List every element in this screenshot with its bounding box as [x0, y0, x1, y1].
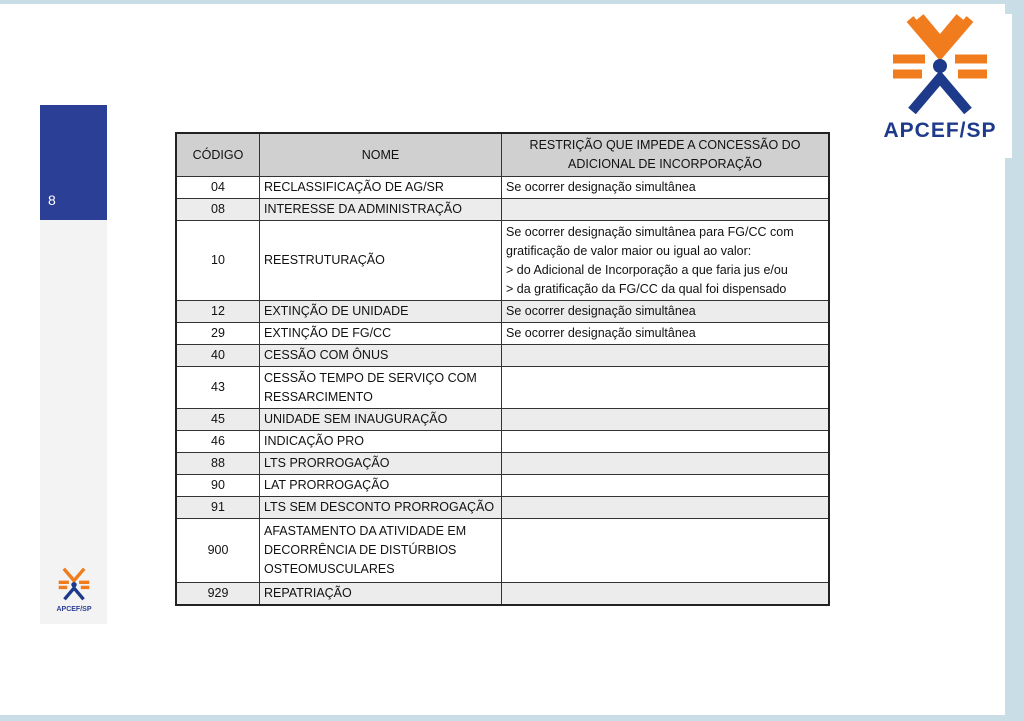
cell-name: CESSÃO COM ÔNUS: [260, 345, 502, 367]
cell-name: CESSÃO TEMPO DE SERVIÇO COM RESSARCIMENTO: [260, 367, 502, 409]
cell-code: 12: [176, 301, 260, 323]
cell-code: 929: [176, 583, 260, 606]
cell-restriction: [502, 345, 830, 367]
table-row: [176, 199, 829, 221]
cell-name: EXTINÇÃO DE FG/CC: [260, 323, 502, 345]
table-row: [176, 409, 829, 431]
table-row: [176, 367, 829, 409]
small-logo-text: APCEF/SP: [56, 606, 92, 613]
table-row: [176, 301, 829, 323]
cell-code: 45: [176, 409, 260, 431]
cell-name: UNIDADE SEM INAUGURAÇÃO: [260, 409, 502, 431]
cell-restriction: [502, 409, 830, 431]
cell-restriction: Se ocorrer designação simultânea: [502, 301, 830, 323]
cell-restriction: [502, 475, 830, 497]
header-code: CÓDIGO: [176, 133, 260, 177]
cell-restriction: [502, 367, 830, 409]
table-row: [176, 475, 829, 497]
cell-code: 08: [176, 199, 260, 221]
header-name: NOME: [260, 133, 502, 177]
brand-logo: [868, 14, 1012, 158]
table-row: [176, 323, 829, 345]
slide: [0, 4, 1005, 715]
cell-name: LAT PRORROGAÇÃO: [260, 475, 502, 497]
cell-name: RECLASSIFICAÇÃO DE AG/SR: [260, 177, 502, 199]
cell-name: REESTRUTURAÇÃO: [260, 221, 502, 301]
table-row: [176, 221, 829, 301]
cell-name: INTERESSE DA ADMINISTRAÇÃO: [260, 199, 502, 221]
small-logo: [48, 567, 100, 613]
cell-code: 90: [176, 475, 260, 497]
table-row: [176, 177, 829, 199]
cell-restriction: [502, 519, 830, 583]
codes-table: [175, 132, 830, 606]
table-row: [176, 519, 829, 583]
brand-logo-text: APCEF/SP: [883, 119, 997, 142]
side-strip: [40, 220, 107, 624]
cell-name: LTS SEM DESCONTO PRORROGAÇÃO: [260, 497, 502, 519]
table-row: [176, 431, 829, 453]
cell-name: AFASTAMENTO DA ATIVIDADE EM DECORRÊNCIA DE DISTÚRBIOS OSTEOMUSCULARES: [260, 519, 502, 583]
cell-restriction: [502, 583, 830, 606]
cell-code: 88: [176, 453, 260, 475]
cell-code: 29: [176, 323, 260, 345]
table-row: [176, 345, 829, 367]
cell-code: 04: [176, 177, 260, 199]
apcef-logo-icon: [56, 567, 92, 601]
cell-code: 43: [176, 367, 260, 409]
cell-name: INDICAÇÃO PRO: [260, 431, 502, 453]
apcef-logo-icon: [885, 14, 995, 114]
cell-code: 900: [176, 519, 260, 583]
cell-restriction: Se ocorrer designação simultânea: [502, 177, 830, 199]
cell-code: 40: [176, 345, 260, 367]
cell-restriction: [502, 431, 830, 453]
cell-name: LTS PRORROGAÇÃO: [260, 453, 502, 475]
table-row: [176, 453, 829, 475]
header-restriction: RESTRIÇÃO QUE IMPEDE A CONCESSÃO DO ADICIONAL DE INCORPORAÇÃO: [502, 133, 830, 177]
cell-code: 10: [176, 221, 260, 301]
cell-restriction: Se ocorrer designação simultânea: [502, 323, 830, 345]
cell-name: REPATRIAÇÃO: [260, 583, 502, 606]
cell-restriction: [502, 199, 830, 221]
cell-restriction: Se ocorrer designação simultânea para FG/CC com gratificação de valor maior ou igual ao valor: > do Adicional de Incorporação a que faria jus e/ou > da gratificação da FG/CC da qual foi dispensado: [502, 221, 830, 301]
cell-code: 91: [176, 497, 260, 519]
table-row: [176, 583, 829, 606]
table-row: [176, 497, 829, 519]
cell-restriction: [502, 453, 830, 475]
cell-name: EXTINÇÃO DE UNIDADE: [260, 301, 502, 323]
cell-code: 46: [176, 431, 260, 453]
cell-restriction: [502, 497, 830, 519]
page-number: 8: [48, 192, 56, 208]
